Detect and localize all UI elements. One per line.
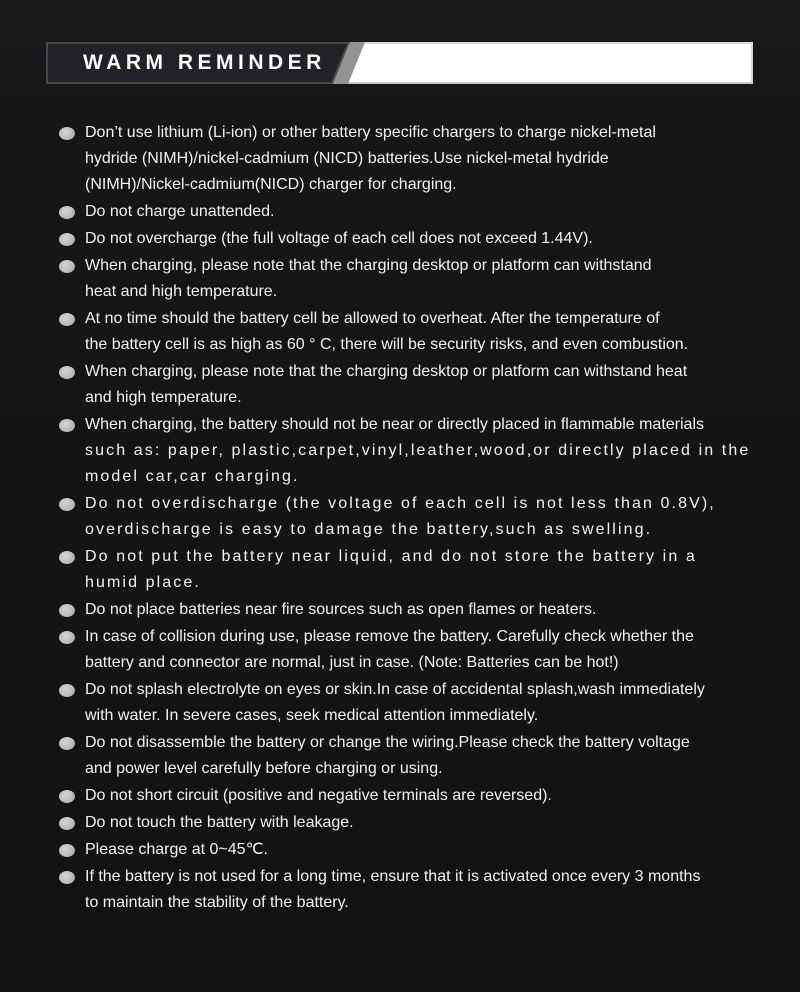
bullet-icon: [59, 233, 75, 246]
warning-line: (NIMH)/Nickel-cadmium(NICD) charger for charging.: [85, 176, 457, 193]
warning-item: [59, 306, 786, 358]
warning-text: [85, 783, 552, 809]
warning-text: [85, 677, 705, 729]
warning-text: [85, 597, 596, 623]
bullet-icon: [59, 366, 75, 379]
warning-line: Do not place batteries near fire sources such as open flames or heaters.: [85, 601, 597, 618]
warning-line: Do not charge unattended.: [85, 203, 275, 220]
warning-text: [85, 864, 700, 916]
warning-text: [85, 730, 690, 782]
page-title: WARM REMINDER: [83, 51, 326, 74]
warning-line: Do not short circuit (positive and negative terminals are reversed).: [85, 787, 552, 804]
warning-text: [85, 306, 688, 358]
warning-line: Please charge at 0~45℃.: [85, 841, 268, 858]
bullet-icon: [59, 684, 75, 697]
warning-line: Do not overdischarge (the voltage of each cell is not less than 0.8V),: [85, 495, 716, 512]
bullet-icon: [59, 551, 75, 564]
warning-line: Do not touch the battery with leakage.: [85, 814, 354, 831]
warning-line: model car,car charging.: [85, 468, 300, 485]
warning-item: [59, 597, 786, 623]
warning-text: [85, 199, 274, 225]
warning-line: Do not disassemble the battery or change the wiring.Please check the battery voltage: [85, 734, 690, 751]
warning-item: [59, 120, 786, 198]
warning-item: [59, 864, 786, 916]
bullet-icon: [59, 206, 75, 219]
warning-line: Do not splash electrolyte on eyes or skin.In case of accidental splash,wash immediately: [85, 681, 705, 698]
bullet-icon: [59, 871, 75, 884]
bullet-icon: [59, 604, 75, 617]
warning-text: [85, 624, 694, 676]
warning-item: [59, 810, 786, 836]
warning-line: hydride (NIMH)/nickel-cadmium (NICD) batteries.Use nickel-metal hydride: [85, 150, 609, 167]
warning-item: [59, 730, 786, 782]
bullet-icon: [59, 127, 75, 140]
bullet-icon: [59, 498, 75, 511]
warning-item: [59, 359, 786, 411]
warning-line: the battery cell is as high as 60 ° C, there will be security risks, and even combustion.: [85, 336, 689, 353]
warning-line: battery and connector are normal, just in case. (Note: Batteries can be hot!): [85, 654, 619, 671]
warning-item: [59, 226, 786, 252]
warning-item: [59, 412, 786, 490]
bullet-icon: [59, 790, 75, 803]
warning-item: [59, 783, 786, 809]
bullet-icon: [59, 419, 75, 432]
warning-text: [85, 253, 652, 305]
warning-item: [59, 199, 786, 225]
bullet-icon: [59, 260, 75, 273]
warning-line: to maintain the stability of the battery.: [85, 894, 349, 911]
warning-item: [59, 544, 786, 596]
warning-line: Don’t use lithium (Li-ion) or other battery specific chargers to charge nickel-metal: [85, 124, 656, 141]
bullet-icon: [59, 817, 75, 830]
warning-item: [59, 677, 786, 729]
warning-line: If the battery is not used for a long time, ensure that it is activated once every 3 months: [85, 868, 701, 885]
warning-item: [59, 624, 786, 676]
warning-line: Do not put the battery near liquid, and do not store the battery in a: [85, 548, 697, 565]
warning-line: Do not overcharge (the full voltage of each cell does not exceed 1.44V).: [85, 230, 593, 247]
warning-item: [59, 253, 786, 305]
warm-reminder-banner: [46, 42, 753, 84]
warning-item: [59, 837, 786, 863]
warning-line: such as: paper, plastic,carpet,vinyl,leather,wood,or directly placed in the: [85, 442, 751, 459]
warning-line: When charging, the battery should not be near or directly placed in flammable materials: [85, 416, 704, 433]
warning-text: [85, 810, 354, 836]
bullet-icon: [59, 737, 75, 750]
warning-text: [85, 412, 750, 490]
warning-line: and power level carefully before charging or using.: [85, 760, 443, 777]
bullet-icon: [59, 844, 75, 857]
warning-text: [85, 120, 656, 198]
warning-text: [85, 226, 593, 252]
warning-line: overdischarge is easy to damage the battery,such as swelling.: [85, 521, 653, 538]
warning-text: [85, 491, 716, 543]
bullet-icon: [59, 631, 75, 644]
bullet-icon: [59, 313, 75, 326]
warning-line: At no time should the battery cell be allowed to overheat. After the temperature of: [85, 310, 660, 327]
warning-line: When charging, please note that the charging desktop or platform can withstand: [85, 257, 652, 274]
warning-line: When charging, please note that the charging desktop or platform can withstand heat: [85, 363, 688, 380]
warning-item: [59, 491, 786, 543]
warning-text: [85, 544, 697, 596]
warning-line: with water. In severe cases, seek medical attention immediately.: [85, 707, 539, 724]
warning-text: [85, 837, 268, 863]
warning-line: and high temperature.: [85, 389, 242, 406]
warning-line: humid place.: [85, 574, 201, 591]
warning-line: heat and high temperature.: [85, 283, 278, 300]
warning-line: In case of collision during use, please remove the battery. Carefully check whether the: [85, 628, 694, 645]
warning-text: [85, 359, 687, 411]
warning-list: [59, 120, 786, 916]
